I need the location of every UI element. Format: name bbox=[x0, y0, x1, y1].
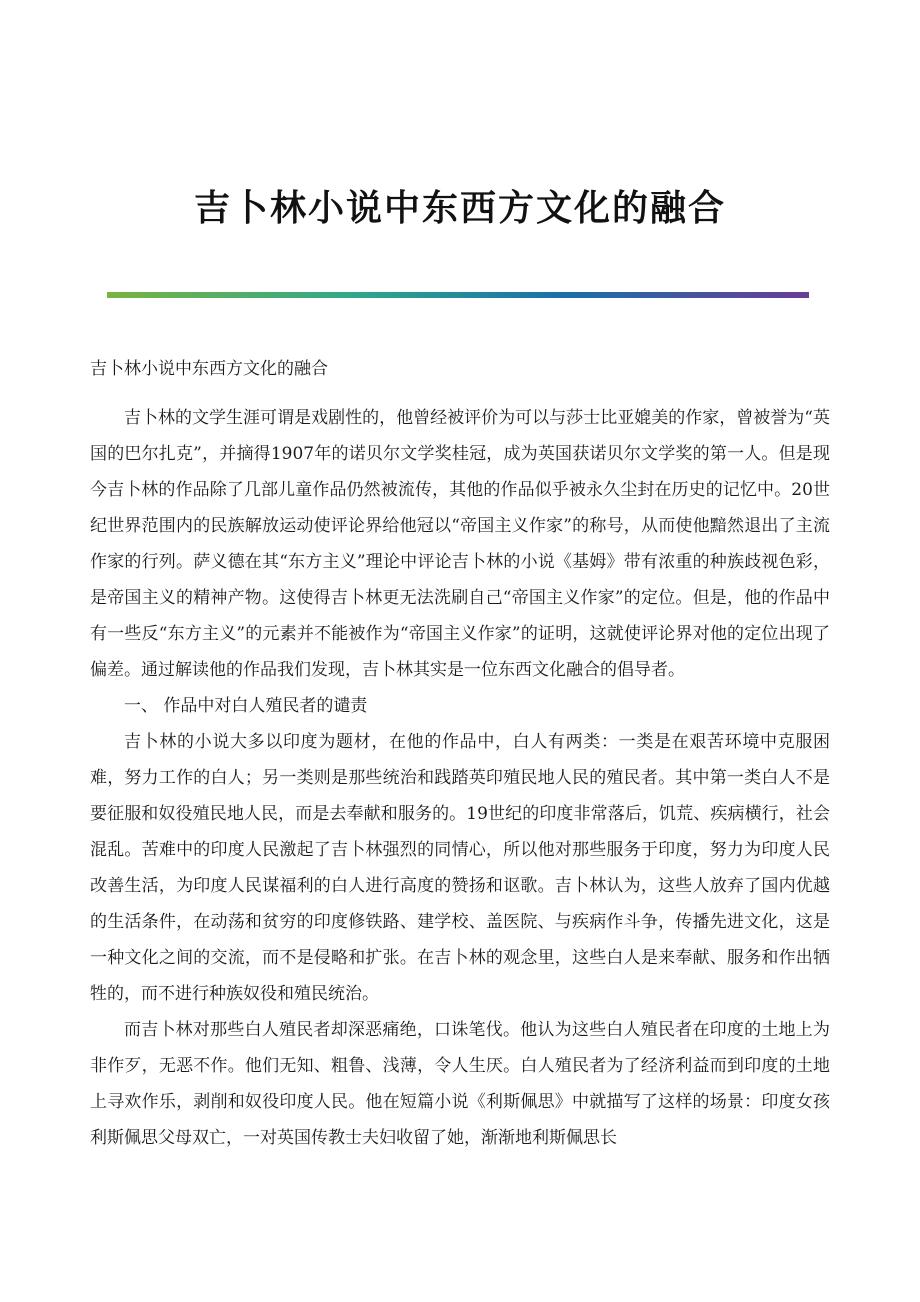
document-body bbox=[90, 351, 830, 1156]
paragraph-section-1-continued: 而吉卜林对那些白人殖民者却深恶痛绝，口诛笔伐。他认为这些白人殖民者在印度的土地上为非作歹，无恶不作。他们无知、粗鲁、浅薄，令人生厌。白人殖民者为了经济利益而到印度的土地上寻欢作乐，剥削和奴役印度人民。他在短篇小说《利斯佩思》中就描写了这样的场景：印度女孩利斯佩思父母双亡，一对英国传教士夫妇收留了她，渐渐地利斯佩思长 bbox=[90, 1020, 830, 1148]
section-heading: 一、 作品中对白人殖民者的谴责 bbox=[124, 696, 368, 716]
document-subtitle: 吉卜林小说中东西方文化的融合 bbox=[90, 359, 328, 379]
spacer bbox=[90, 387, 830, 400]
paragraph-section-1: 吉卜林的小说大多以印度为题材，在他的作品中，白人有两类：一类是在艰苦环境中克服困难，努力工作的白人；另一类则是那些统治和践踏英印殖民地人民的殖民者。其中第一类白人不是要征服和奴役殖民地人民，而是去奉献和服务的。19世纪的印度非常落后，饥荒、疾病横行，社会混乱。苦难中的印度人民激起了吉卜林强烈的同情心，所以他对那些服务于印度，努力为印度人民改善生活，为印度人民谋福利的白人进行高度的赞扬和讴歌。吉卜林认为，这些人放弃了国内优越的生活条件，在动荡和贫穷的印度修铁路、建学校、盖医院、与疾病作斗争，传播先进文化，这是一种文化之间的交流，而不是侵略和扩张。在吉卜林的观念里，这些白人是来奉献、服务和作出牺牲的，而不进行种族奴役和殖民统治。 bbox=[90, 732, 830, 1004]
title-divider bbox=[107, 292, 809, 298]
paragraph-intro: 吉卜林的文学生涯可谓是戏剧性的，他曾经被评价为可以与莎士比亚媲美的作家，曾被誉为“英国的巴尔扎克”，并摘得1907年的诺贝尔文学奖桂冠，成为英国获诺贝尔文学奖的第一人。但是现今吉卜林的作品除了几部儿童作品仍然被流传，其他的作品似乎被永久尘封在历史的记忆中。20世纪世界范围内的民族解放运动使评论界给他冠以“帝国主义作家”的称号，从而使他黯然退出了主流作家的行列。萨义德在其“东方主义”理论中评论吉卜林的小说《基姆》带有浓重的种族歧视色彩，是帝国主义的精神产物。这使得吉卜林更无法洗刷自己“帝国主义作家”的定位。但是，他的作品中有一些反“东方主义”的元素并不能被作为“帝国主义作家”的证明，这就使评论界对他的定位出现了偏差。通过解读他的作品我们发现，吉卜林其实是一位东西文化融合的倡导者。 bbox=[90, 408, 830, 680]
document-title: 吉卜林小说中东西方文化的融合 bbox=[193, 187, 726, 229]
